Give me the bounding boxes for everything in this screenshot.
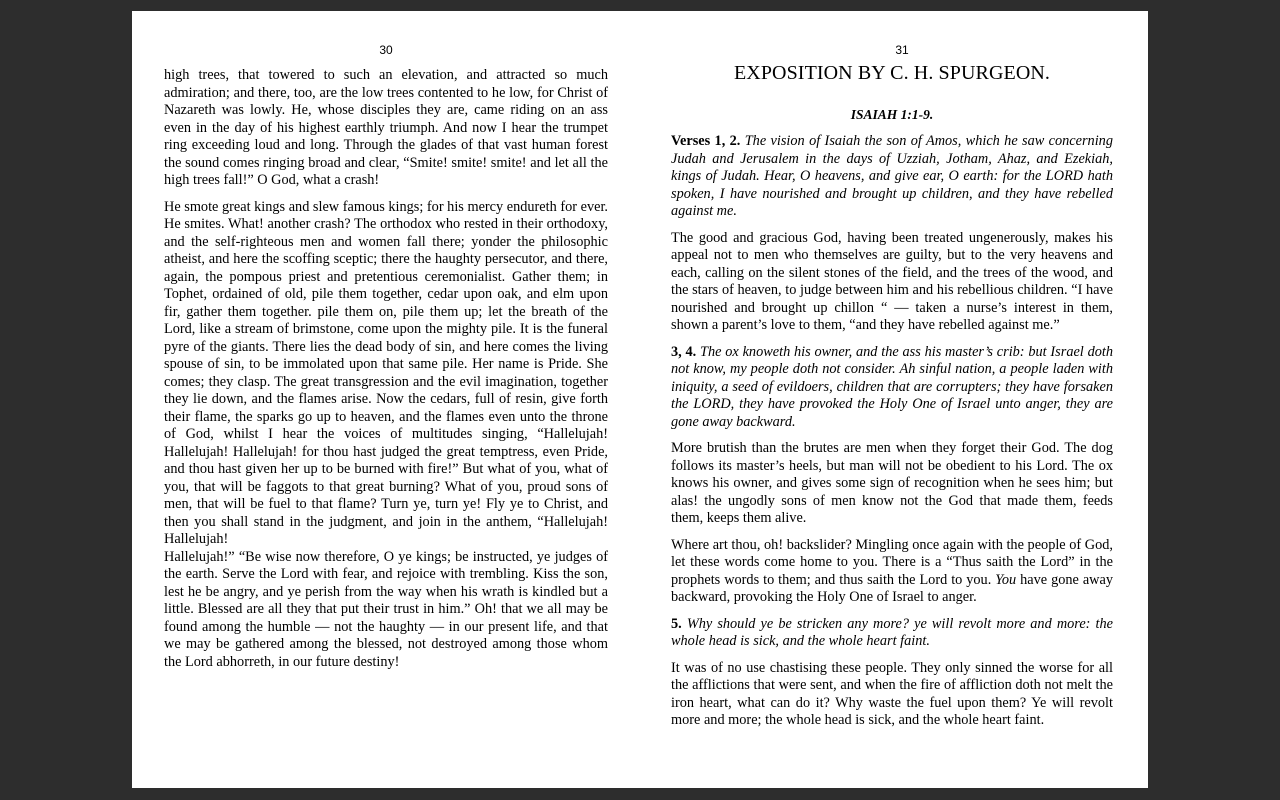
- verse-ref: Verses 1, 2.: [671, 133, 741, 149]
- page-number-left: 30: [379, 43, 393, 57]
- verse-3-4: [671, 344, 1113, 432]
- left-paragraph-1: high trees, that towered to such an elevation, and attracted so much admiration; and there, too, are the low trees contented to he low, for Christ of Nazareth was lowly. He, whose disciples they are, came riding on an ass even in the day of his highest earthly triumph. And now I hear the trumpet ring exceeding loud and long. Through the glades of that vast human forest the sound comes ringing broad and clear, “Smite! smite! smite! and let all the high trees fall!” O God, what a crash!: [164, 67, 608, 188]
- right-text-column: [671, 61, 1113, 730]
- verse-ref: 3, 4.: [671, 343, 697, 360]
- commentary-text-after: have gone away backward, provoking the Holy One of Israel to anger.: [671, 571, 1113, 605]
- page-title: EXPOSITION BY C. H. SPURGEON.: [733, 62, 1051, 84]
- scripture-reference-heading: ISAIAH 1:1-9.: [850, 107, 934, 122]
- right-page: [640, 11, 1148, 788]
- page-number-right: 31: [895, 43, 909, 57]
- commentary-5: It was of no use chastising these people. They only sinned the worse for all the afflictions that were sent, and when the fire of affliction doth not melt the iron heart, what can do it? Why waste the fuel upon them? Ye will revolt more and more; the whole head is sick, and the whole heart faint.: [671, 659, 1113, 728]
- left-paragraph-3: Hallelujah!” “Be wise now therefore, O ye kings; be instructed, ye judges of the earth. Serve the Lord with fear, and rejoice with trembling. Kiss the son, lest he be angry, and ye perish from the way when his wrath is kindled but a little. Blessed are all they that put their trust in him.” Oh! that we all may be found among the humble — not the haughty — in our present life, and that we may be gathered among the blessed, not destroyed among those whom the Lord abhorreth, in our future destiny!: [164, 548, 608, 670]
- verse-text: Why should ye be stricken any more? ye will revolt more and more: the whole head is sick, and the whole heart faint.: [671, 615, 1113, 649]
- verse-text: The vision of Isaiah the son of Amos, which he saw concerning Judah and Jerusalem in the days of Uzziah, Jotham, Ahaz, and Ezekiah, kings of Judah. Hear, O heavens, and give ear, O earth: for the LORD hath spoken, I have nourished and brought up children, and they have rebelled against me.: [671, 133, 1113, 219]
- left-page: [132, 11, 640, 788]
- commentary-text-before: Where art thou, oh! backslider? Mingling once again with the people of God, let these words come home to you. There is a “Thus saith the Lord” in the prophets words to them; and thus saith the Lord to you.: [671, 536, 1113, 588]
- verse-text: The ox knoweth his owner, and the ass his master’s crib: but Israel doth not know, my people doth not consider. Ah sinful nation, a people laden with iniquity, a seed of evildoers, children that are corrupters; they have forsaken the LORD, they have provoked the Holy One of Israel unto anger, they are gone away backward.: [671, 343, 1113, 430]
- commentary-3-4: More brutish than the brutes are men when they forget their God. The dog follows its master’s heels, but man will not be obedient to his Lord. The ox knows his owner, and gives some sign of recognition when he sees him; but alas! the ungodly sons of men know not the God that made them, feeds them, keeps them alive.: [671, 440, 1113, 526]
- book-spread: [132, 11, 1148, 788]
- commentary-emphasis: You: [995, 571, 1017, 588]
- verse-5: [671, 616, 1113, 651]
- left-text-column: [164, 67, 608, 671]
- verse-ref: 5.: [671, 615, 682, 632]
- verse-1-2: [671, 133, 1113, 221]
- commentary-backslider: [671, 537, 1113, 607]
- left-paragraph-2: He smote great kings and slew famous kings; for his mercy endureth for ever. He smites. What! another crash? The orthodox who rested in their orthodoxy, and the self-righteous men and women fall there; yonder the philosophic atheist, and here the scoffing sceptic; there the haughty persecutor, and there, again, the pompous priest and pretentious ceremonialist. Gather them; in Tophet, ordained of old, pile them together, cedar upon oak, and elm upon fir, gather them together. pile them on, pile them up; let the breath of the Lord, like a stream of brimstone, come upon the mighty pile. It is the funeral pyre of the giants. There lies the dead body of sin, and here comes the living spouse of sin, to be immolated upon that same pile. Her name is Pride. She comes; they clasp. The great transgression and the evil imagination, together they lie down, and the flames arise. Now the cedars, full of resin, give forth their flame, the sparks go up to heaven, and the flames even unto the throne of God, whilst I hear the voices of multitudes singing, “Hallelujah! Hallelujah! Hallelujah! for thou hast judged the great temptress, even Pride, and thou hast given her up to be burned with fire!” But what of you, what of you, that will be faggots to that great burning? What of you, proud sons of men, that will be fuel to that flame? Turn ye, turn ye! Fly ye to Christ, and then you shall stand in the judgment, and join in the anthem, “Hallelujah! Hallelujah!: [164, 198, 608, 547]
- commentary-1-2: The good and gracious God, having been treated ungenerously, makes his appeal not to men who themselves are guilty, but to the very heavens and each, calling on the silent stones of the field, and the trees of the wood, and the stars of heaven, to judge between him and his rebellious children. “I have nourished and brought up chillon “ — taken a nurse’s interest in them, shown a parent’s love to them, “and they have rebelled against me.”: [671, 229, 1113, 333]
